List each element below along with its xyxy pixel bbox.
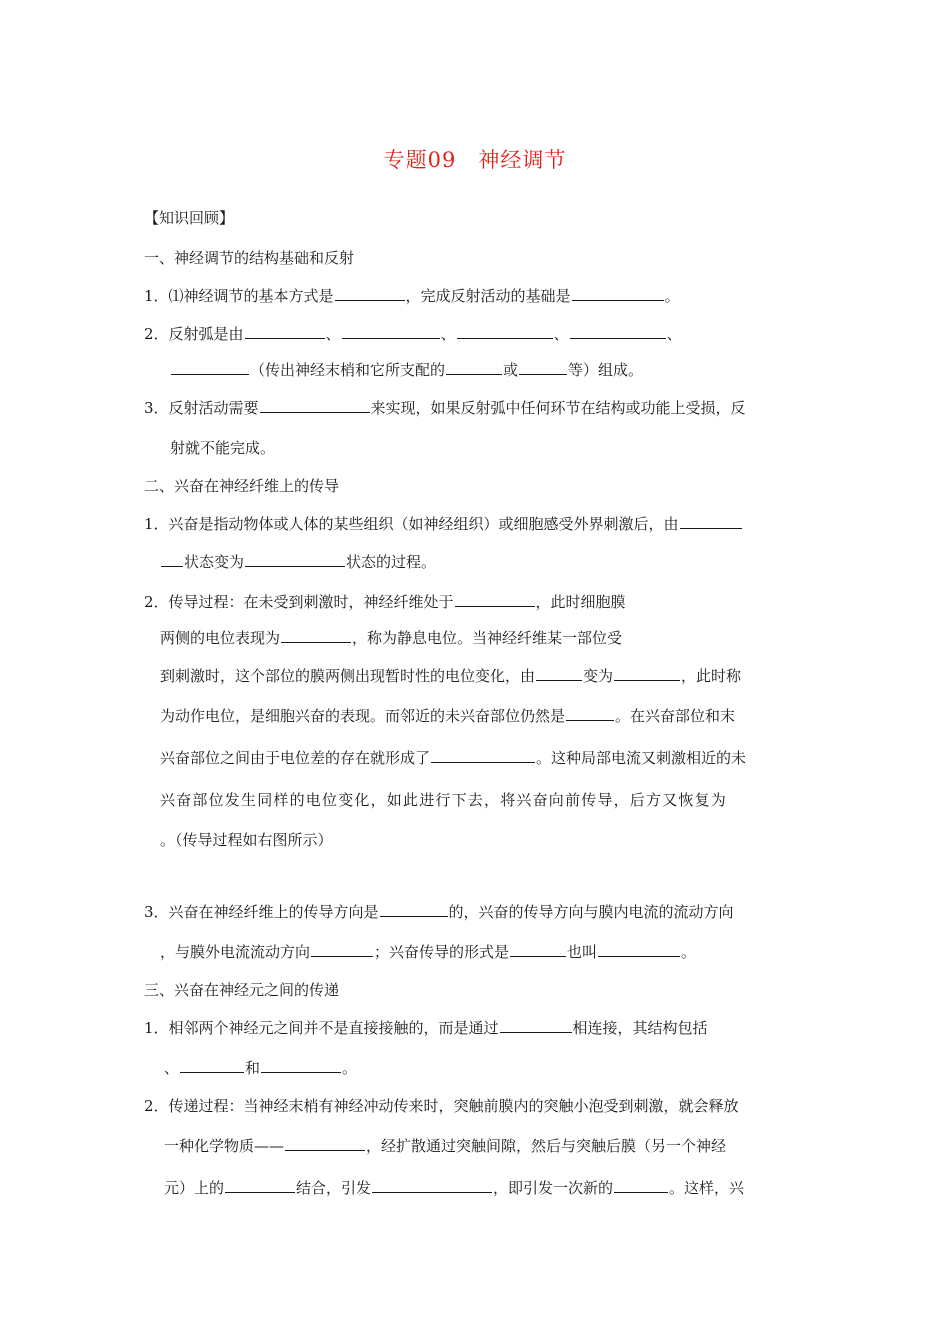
fill-blank[interactable]: [680, 514, 742, 529]
text: ，完成反射活动的基础是: [405, 287, 571, 305]
fill-blank[interactable]: [536, 666, 582, 681]
text: 结合，引发: [296, 1179, 372, 1197]
item-2-2-g: 。（传导过程如右图所示）: [160, 831, 333, 849]
text: 也叫: [567, 943, 598, 961]
text: 状态的过程。: [346, 553, 437, 571]
fill-blank[interactable]: [245, 324, 325, 339]
fill-blank[interactable]: [431, 748, 535, 763]
fill-blank[interactable]: [614, 1178, 668, 1193]
text: 。: [664, 287, 680, 305]
text: 一种化学物质——: [164, 1137, 285, 1155]
fill-blank[interactable]: [245, 552, 345, 567]
fill-blank[interactable]: [598, 942, 680, 957]
fill-blank[interactable]: [161, 552, 183, 567]
fill-blank[interactable]: [311, 942, 373, 957]
text: ，此时称: [681, 667, 742, 685]
text: 。: [681, 943, 697, 961]
text: 1．⑴神经调节的基本方式是: [144, 287, 334, 305]
text: 和: [245, 1059, 261, 1077]
text: 兴奋部位之间由于电位差的存在就形成了: [160, 749, 431, 767]
fill-blank[interactable]: [281, 628, 351, 643]
page-title: 专题09 神经调节: [383, 148, 567, 172]
text: 的，兴奋的传导方向与膜内电流的流动方向: [448, 903, 734, 921]
fill-blank[interactable]: [285, 1136, 365, 1151]
text: 或: [503, 361, 519, 379]
item-2-2-e: [160, 748, 746, 768]
fill-blank[interactable]: [500, 1018, 572, 1033]
fill-blank[interactable]: [510, 942, 566, 957]
fill-blank[interactable]: [446, 360, 502, 375]
text: 元）上的: [164, 1179, 225, 1197]
item-1-3-cont: 射就不能完成。: [170, 439, 276, 457]
item-3-2: 2．传递过程：当神经末梢有神经冲动传来时，突触前膜内的突触小泡受到刺激，就会释放: [144, 1097, 739, 1115]
fill-blank[interactable]: [171, 360, 249, 375]
text: 。: [342, 1059, 358, 1077]
item-2-2: [144, 592, 626, 612]
item-1-2-cont: [170, 360, 643, 380]
fill-blank[interactable]: [455, 592, 535, 607]
text: 两侧的电位表现为: [160, 629, 281, 647]
fill-blank[interactable]: [342, 324, 440, 339]
text: 变为: [583, 667, 614, 685]
text: 1．兴奋是指动物体或人体的某些组织（如神经组织）或细胞感受外界刺激后，由: [144, 515, 679, 533]
item-1-3: [144, 398, 746, 418]
text: 。这样，兴: [669, 1179, 745, 1197]
text: 2．传导过程：在未受到刺激时，神经纤维处于: [144, 593, 454, 611]
text: ，即引发一次新的: [493, 1179, 614, 1197]
text: 。在兴奋部位和末: [615, 707, 736, 725]
item-2-3: [144, 902, 734, 922]
fill-blank[interactable]: [335, 286, 405, 301]
fill-blank[interactable]: [372, 1178, 492, 1193]
text: 3．反射活动需要: [144, 399, 259, 417]
fill-blank[interactable]: [260, 398, 370, 413]
text: 相连接，其结构包括: [572, 1019, 708, 1037]
text: 状态变为: [184, 553, 245, 571]
item-2-2-c: [160, 666, 741, 686]
separator: 、: [440, 325, 456, 343]
text: 3．兴奋在神经纤维上的传导方向是: [144, 903, 379, 921]
item-2-1: [144, 514, 743, 534]
section-heading-review: 【知识回顾】: [144, 209, 235, 227]
fill-blank[interactable]: [380, 902, 448, 917]
text: 来实现，如果反射弧中任何环节在结构或功能上受损，反: [370, 399, 746, 417]
text: 2．反射弧是由: [144, 325, 244, 343]
fill-blank[interactable]: [566, 706, 614, 721]
separator: 、: [666, 325, 682, 343]
text: 等）组成。: [568, 361, 644, 379]
heading-2: 二、兴奋在神经纤维上的传导: [144, 477, 340, 495]
item-2-1-cont: [160, 552, 436, 572]
fill-blank[interactable]: [457, 324, 553, 339]
item-2-2-b: [160, 628, 622, 648]
text: 、: [164, 1059, 180, 1077]
fill-blank[interactable]: [614, 666, 680, 681]
item-1-1: [144, 286, 680, 306]
text: ；兴奋传导的形式是: [374, 943, 510, 961]
text: ，经扩散通过突触间隙，然后与突触后膜（另一个神经: [366, 1137, 727, 1155]
fill-blank[interactable]: [225, 1178, 295, 1193]
fill-blank[interactable]: [261, 1058, 341, 1073]
text: ，称为静息电位。当神经纤维某一部位受: [352, 629, 623, 647]
separator: 、: [325, 325, 341, 343]
text: 1．相邻两个神经元之间并不是直接接触的，而是通过: [144, 1019, 499, 1037]
separator: 、: [553, 325, 569, 343]
heading-3: 三、兴奋在神经元之间的传递: [144, 981, 340, 999]
item-3-1-cont: [164, 1058, 357, 1078]
text: 为动作电位，是细胞兴奋的表现。而邻近的未兴奋部位仍然是: [160, 707, 566, 725]
item-2-2-d: [160, 706, 735, 726]
fill-blank[interactable]: [519, 360, 567, 375]
item-3-2-b: [164, 1136, 726, 1156]
item-3-1: [144, 1018, 708, 1038]
text: ，与膜外电流流动方向: [160, 943, 311, 961]
heading-1: 一、神经调节的结构基础和反射: [144, 249, 355, 267]
text: 。这种局部电流又刺激相近的未: [536, 749, 747, 767]
fill-blank[interactable]: [180, 1058, 244, 1073]
text: 到刺激时，这个部位的膜两侧出现暂时性的电位变化，由: [160, 667, 536, 685]
item-2-2-f: 兴奋部位发生同样的电位变化，如此进行下去，将兴奋向前传导，后方又恢复为: [160, 791, 728, 809]
fill-blank[interactable]: [570, 324, 666, 339]
item-1-2: [144, 324, 682, 344]
item-3-2-c: [164, 1178, 744, 1198]
text: （传出神经末梢和它所支配的: [250, 361, 446, 379]
fill-blank[interactable]: [572, 286, 664, 301]
text: ，此时细胞膜: [535, 593, 626, 611]
item-2-3-cont: [160, 942, 696, 962]
